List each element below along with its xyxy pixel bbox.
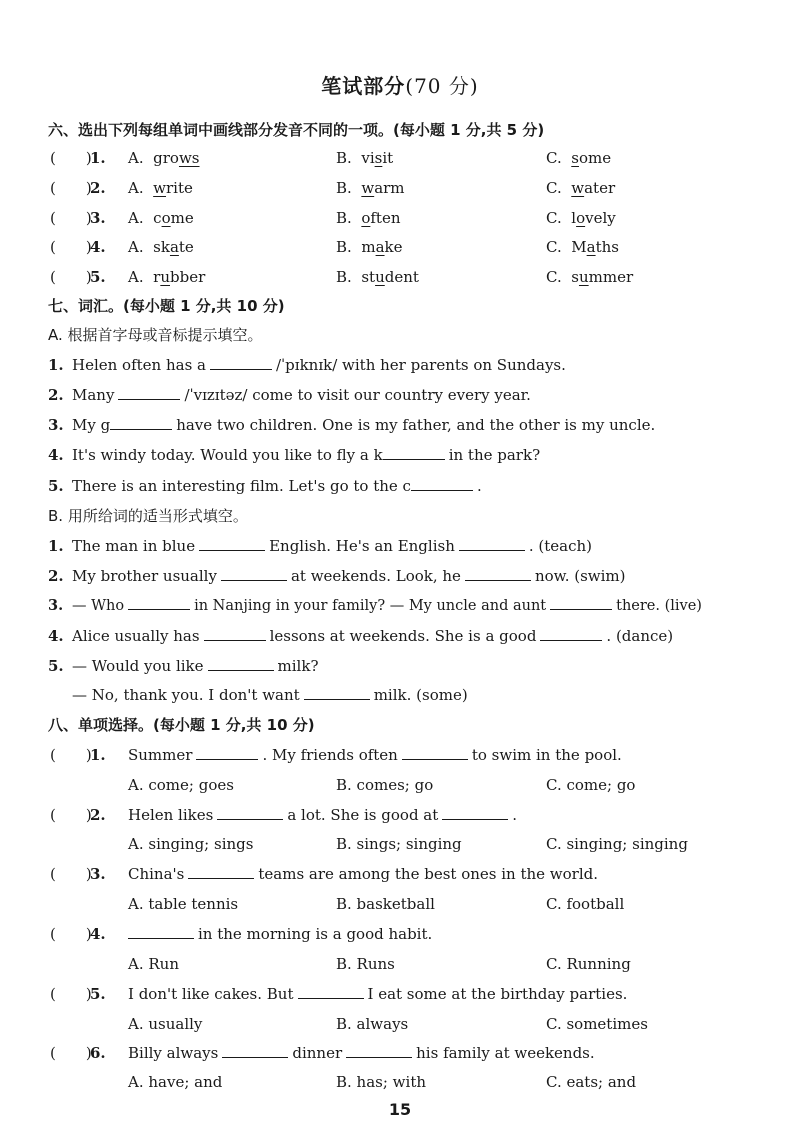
page-number: 15	[388, 1100, 412, 1119]
option-a[interactable]	[128, 144, 200, 172]
option-b[interactable]: B. sings; singing	[336, 835, 462, 853]
answer-paren[interactable]: ( )	[50, 806, 92, 824]
option-c[interactable]: C. sometimes	[546, 1015, 648, 1033]
word-part: st	[361, 268, 376, 286]
answer-blank[interactable]	[222, 1041, 288, 1058]
underlined-letters: w	[361, 179, 375, 197]
option-c[interactable]: C. come; go	[546, 776, 636, 794]
option-c[interactable]	[546, 263, 633, 291]
word-part: bber	[170, 268, 206, 286]
option-letter: A.	[128, 238, 144, 256]
page-title	[0, 70, 800, 99]
section6-header: 六、选出下列每组单词中画线部分发音不同的一项。(每小题 1 分,共 5 分)	[48, 121, 545, 139]
answer-blank[interactable]	[210, 353, 272, 370]
option-a[interactable]	[128, 233, 194, 261]
word-part: ome	[578, 149, 612, 167]
option-a[interactable]: A. come; goes	[128, 776, 234, 794]
section7-part-b-instruction: B. 用所给词的适当形式填空。	[48, 507, 248, 525]
answer-paren[interactable]: ( )	[50, 179, 92, 197]
word-part: s	[571, 268, 579, 286]
answer-paren[interactable]: ( )	[50, 209, 92, 227]
phonics-question-1	[0, 144, 800, 172]
choice-options-5	[0, 1010, 800, 1038]
option-a[interactable]: A. table tennis	[128, 895, 239, 913]
vocab-b-item-5: 5. — Would you like milk?	[0, 652, 800, 680]
word-part: ke	[384, 238, 403, 256]
answer-blank[interactable]	[217, 803, 283, 820]
option-b[interactable]: B. always	[336, 1015, 409, 1033]
option-b[interactable]: B. Runs	[336, 955, 395, 973]
vocab-b-item-5-reply: — No, thank you. I don't want milk. (some)	[0, 681, 800, 709]
option-b[interactable]	[336, 174, 405, 202]
word-part: dent	[384, 268, 419, 286]
vocab-b-item-4: 4. Alice usually has lessons at weekends. She is a good . (dance)	[0, 622, 800, 650]
answer-blank[interactable]	[465, 564, 531, 581]
underlined-letters: a	[169, 238, 179, 256]
answer-blank[interactable]	[128, 922, 194, 939]
option-c[interactable]: C. Running	[546, 955, 631, 973]
option-c[interactable]: C. football	[546, 895, 625, 913]
underlined-letters: o	[161, 209, 171, 227]
title-text: 笔试部分	[321, 74, 406, 98]
word-part: ths	[595, 238, 619, 256]
vocab-b-item-1: 1. The man in blue English. He's an English . (teach)	[0, 532, 800, 560]
word-part: l	[571, 209, 577, 227]
question-number: 4.	[90, 238, 106, 256]
option-letter: A.	[128, 179, 144, 197]
option-letter: B.	[336, 238, 352, 256]
answer-blank[interactable]	[196, 743, 258, 760]
question-number: 1.	[90, 149, 106, 167]
answer-paren[interactable]: ( )	[50, 149, 92, 167]
word-part: arm	[374, 179, 405, 197]
choice-options-2	[0, 830, 800, 858]
underlined-letters: s	[374, 149, 383, 167]
answer-blank[interactable]	[346, 1041, 412, 1058]
word-part: te	[178, 238, 194, 256]
section7-part-a-instruction: A. 根据首字母或音标提示填空。	[48, 326, 263, 344]
question-number: 3.	[90, 209, 106, 227]
phonics-question-3	[0, 204, 800, 232]
vocab-a-item-1: 1. Helen often has a /ˈpɪknɪk/ with her parents on Sundays.	[0, 351, 800, 379]
answer-paren[interactable]: ( )	[50, 925, 92, 943]
option-c[interactable]	[546, 144, 611, 172]
option-b[interactable]: B. basketball	[336, 895, 435, 913]
question-number: 5.	[90, 268, 106, 286]
answer-paren[interactable]: ( )	[50, 865, 92, 883]
section7-header: 七、词汇。(每小题 1 分,共 10 分)	[48, 297, 285, 315]
word-part: m	[361, 238, 376, 256]
word-part: vi	[361, 149, 375, 167]
phonics-question-5	[0, 263, 800, 291]
answer-blank[interactable]	[550, 593, 612, 610]
vocab-a-item-3: 3. My g have two children. One is my father, and the other is my uncle.	[0, 411, 800, 439]
answer-blank[interactable]	[540, 624, 602, 641]
answer-blank[interactable]	[188, 862, 254, 879]
option-letter: C.	[546, 238, 562, 256]
word-part: r	[153, 268, 161, 286]
option-a[interactable]: A. singing; sings	[128, 835, 254, 853]
vocab-b-item-3: 3. — Who in Nanjing in your family? — My uncle and aunt there. (live)	[0, 592, 800, 620]
choice-question-4: ( ) 4. in the morning is a good habit.	[0, 920, 800, 948]
choice-question-3: ( ) 3. China's teams are among the best ones in the world.	[0, 860, 800, 888]
answer-blank[interactable]	[383, 443, 445, 460]
word-part: vely	[585, 209, 616, 227]
answer-blank[interactable]	[402, 743, 468, 760]
answer-blank[interactable]	[442, 803, 508, 820]
option-b[interactable]: B. comes; go	[336, 776, 434, 794]
word-part: M	[571, 238, 587, 256]
answer-paren[interactable]: ( )	[50, 746, 92, 764]
underlined-letters: u	[375, 268, 385, 286]
option-b[interactable]	[336, 263, 419, 291]
option-letter: A.	[128, 149, 144, 167]
underlined-letters: a	[586, 238, 596, 256]
choice-options-1	[0, 771, 800, 799]
option-letter: C.	[546, 149, 562, 167]
option-c[interactable]: C. eats; and	[546, 1073, 637, 1091]
answer-blank[interactable]	[304, 683, 370, 700]
answer-paren[interactable]: ( )	[50, 1044, 92, 1062]
choice-options-6	[0, 1068, 800, 1096]
word-part: mmer	[588, 268, 634, 286]
word-part: me	[170, 209, 194, 227]
option-b[interactable]: B. has; with	[336, 1073, 427, 1091]
option-a[interactable]: A. have; and	[128, 1073, 223, 1091]
option-letter: B.	[336, 268, 352, 286]
answer-blank[interactable]	[204, 624, 266, 641]
answer-blank[interactable]	[298, 982, 364, 999]
choice-options-3	[0, 890, 800, 918]
option-a[interactable]	[128, 204, 194, 232]
option-b[interactable]	[336, 233, 403, 261]
phonics-question-2	[0, 174, 800, 202]
option-c[interactable]	[546, 204, 616, 232]
question-number: 2.	[90, 179, 106, 197]
underlined-letters: w	[571, 179, 585, 197]
word-part: ften	[370, 209, 401, 227]
answer-paren[interactable]: ( )	[50, 268, 92, 286]
word-part: ater	[584, 179, 616, 197]
option-b[interactable]	[336, 144, 393, 172]
option-letter: A.	[128, 268, 144, 286]
title-score: (70 分)	[405, 74, 479, 98]
option-c[interactable]	[546, 174, 615, 202]
answer-blank[interactable]	[128, 593, 190, 610]
choice-options-4	[0, 950, 800, 978]
answer-blank[interactable]	[411, 474, 473, 491]
option-c[interactable]: C. singing; singing	[546, 835, 688, 853]
answer-blank[interactable]	[459, 534, 525, 551]
option-a[interactable]	[128, 174, 193, 202]
answer-blank[interactable]	[199, 534, 265, 551]
option-letter: C.	[546, 209, 562, 227]
word-part: c	[153, 209, 162, 227]
choice-question-2: ( ) 2. Helen likes a lot. She is good at .	[0, 801, 800, 829]
option-a[interactable]: A. Run	[128, 955, 179, 973]
answer-blank[interactable]	[221, 564, 287, 581]
answer-paren[interactable]: ( )	[50, 985, 92, 1003]
answer-blank[interactable]	[118, 383, 180, 400]
answer-blank[interactable]	[110, 413, 172, 430]
underlined-letters: s	[571, 149, 579, 167]
option-letter: B.	[336, 179, 352, 197]
option-letter: A.	[128, 209, 144, 227]
underlined-letters: u	[160, 268, 170, 286]
section8-header: 八、单项选择。(每小题 1 分,共 10 分)	[48, 716, 315, 734]
vocab-b-item-2: 2. My brother usually at weekends. Look, he now. (swim)	[0, 562, 800, 590]
choice-question-6: ( ) 6. Billy always dinner his family at weekends.	[0, 1039, 800, 1067]
option-a[interactable]	[128, 263, 205, 291]
option-letter: B.	[336, 149, 352, 167]
phonics-question-4	[0, 233, 800, 261]
underlined-letters: ws	[178, 149, 200, 167]
answer-blank[interactable]	[208, 654, 274, 671]
vocab-a-item-5: 5. There is an interesting film. Let's go to the c .	[0, 472, 800, 500]
underlined-letters: o	[576, 209, 586, 227]
vocab-a-item-4: 4. It's windy today. Would you like to fly a k in the park?	[0, 441, 800, 469]
option-letter: C.	[546, 179, 562, 197]
word-part: sk	[153, 238, 170, 256]
option-letter: B.	[336, 209, 352, 227]
word-part: rite	[166, 179, 193, 197]
underlined-letters: u	[578, 268, 589, 286]
word-part: gro	[153, 149, 179, 167]
option-b[interactable]	[336, 204, 401, 232]
underlined-letters: o	[361, 209, 371, 227]
vocab-a-item-2: 2. Many /ˈvɪzɪtəz/ come to visit our country every year.	[0, 381, 800, 409]
option-letter: C.	[546, 268, 562, 286]
answer-paren[interactable]: ( )	[50, 238, 92, 256]
underlined-letters: w	[153, 179, 166, 197]
underlined-letters: a	[375, 238, 385, 256]
choice-question-1: ( ) 1. Summer . My friends often to swim in the pool.	[0, 741, 800, 769]
choice-question-5: ( ) 5. I don't like cakes. But I eat some at the birthday parties.	[0, 980, 800, 1008]
option-a[interactable]: A. usually	[128, 1015, 203, 1033]
option-c[interactable]	[546, 233, 619, 261]
word-part: it	[382, 149, 394, 167]
